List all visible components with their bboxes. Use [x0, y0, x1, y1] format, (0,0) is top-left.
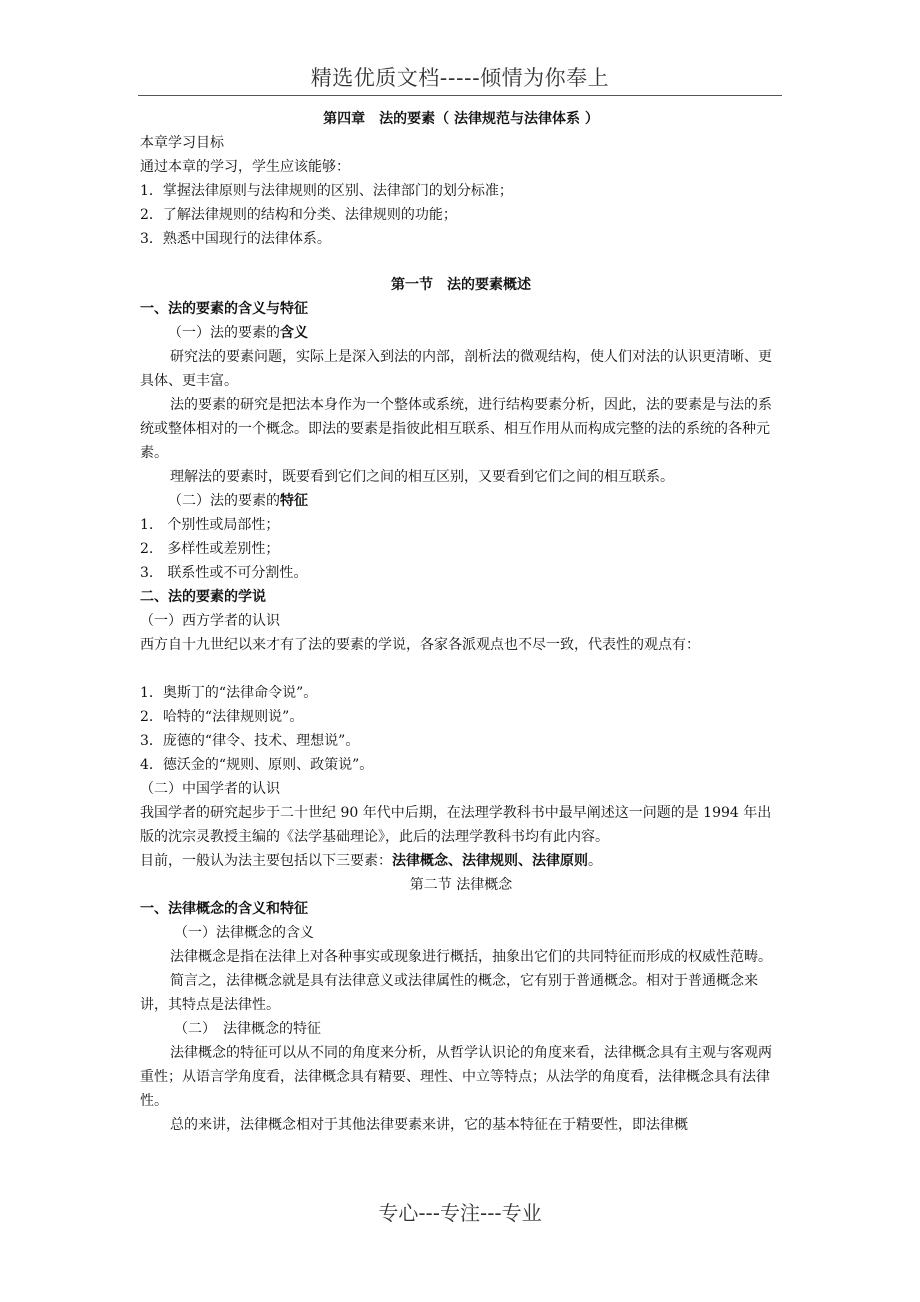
feature-item: 2. 多样性或差别性； [140, 541, 280, 557]
section-title: 第一节 法的要素概述 [391, 277, 531, 293]
objectives-intro: 通过本章的学习，学生应该能够： [140, 159, 350, 175]
paragraph: 研究法的要素问题，实际上是深入到法的内部，剖析法的微观结构，使人们对法的认识更清晰、更具体、更丰富。 [140, 349, 772, 389]
subsection-heading: （一）法律概念的含义 [174, 925, 314, 941]
paragraph: 目前，一般认为法主要包括以下三要素：法律概念、法律规则、法律原则。 [140, 853, 602, 869]
theory-item: 3．庞德的“律令、技术、理想说”。 [140, 733, 360, 749]
feature-item: 3. 联系性或不可分割性。 [140, 565, 308, 581]
spacer [140, 657, 782, 681]
theory-item: 1．奥斯丁的“法律命令说”。 [140, 685, 318, 701]
paragraph: 简言之，法律概念就是具有法律意义或法律属性的概念，它有别于普通概念。相对于普通概念来讲，其特点是法律性。 [140, 973, 758, 1013]
subsection-heading: （二） 法律概念的特征 [174, 1021, 321, 1037]
objective-item: 2．了解法律规则的结构和分类、法律规则的功能； [140, 207, 457, 223]
paragraph: 法的要素的研究是把法本身作为一个整体或系统，进行结构要素分析，因此，法的要素是与法的系统或整体相对的一个概念。即法的要素是指彼此相互联系、相互作用从而构成完整的法的系统的各种元素。 [140, 397, 772, 461]
part-heading: 一、法律概念的含义和特征 [140, 901, 308, 917]
paragraph: 西方自十九世纪以来才有了法的要素的学说，各家各派观点也不尽一致，代表性的观点有： [140, 637, 700, 653]
subsection-heading: （二）中国学者的认识 [140, 781, 280, 797]
subsection-heading: （一）法的要素的含义 [168, 325, 308, 341]
chapter-title: 第四章 法的要素（ 法律规范与法律体系 ） [323, 111, 599, 127]
objective-item: 1．掌握法律原则与法律规则的区别、法律部门的划分标准； [140, 183, 513, 199]
spacer [140, 251, 782, 273]
feature-item: 1. 个别性或局部性； [140, 517, 280, 533]
header-divider [138, 95, 782, 96]
objectives-heading: 本章学习目标 [140, 135, 224, 151]
paragraph: 我国学者的研究起步于二十世纪 90 年代中后期，在法理学教科书中最早阐述这一问题的是 1994 年出版的沈宗灵教授主编的《法学基础理论》，此后的法理学教科书均有此内容。 [140, 805, 772, 845]
document-body [140, 107, 782, 1137]
page-header: 精选优质文档-----倾情为你奉上 [310, 66, 610, 90]
subsection-heading: （一）西方学者的认识 [140, 613, 280, 629]
subsection-heading: （二）法的要素的特征 [168, 493, 308, 509]
objective-item: 3．熟悉中国现行的法律体系。 [140, 231, 331, 247]
part-heading: 一、法的要素的含义与特征 [140, 301, 308, 317]
theory-item: 4．德沃金的“规则、原则、政策说”。 [140, 757, 374, 773]
page-footer: 专心---专注---专业 [378, 1201, 542, 1225]
part-heading: 二、法的要素的学说 [140, 589, 266, 605]
theory-item: 2．哈特的“法律规则说”。 [140, 709, 304, 725]
paragraph: 法律概念的特征可以从不同的角度来分析，从哲学认识论的角度来看，法律概念具有主观与客观两重性；从语言学角度看，法律概念具有精要、理性、中立等特点；从法学的角度看，法律概念具有法律性。 [140, 1045, 772, 1109]
section-title: 第二节 法律概念 [409, 877, 513, 893]
paragraph: 法律概念是指在法律上对各种事实或现象进行概括，抽象出它们的共同特征而形成的权威性范畴。 [170, 949, 772, 965]
paragraph: 总的来讲，法律概念相对于其他法律要素来讲，它的基本特征在于精要性，即法律概 [170, 1117, 688, 1133]
paragraph: 理解法的要素时，既要看到它们之间的相互区别，又要看到它们之间的相互联系。 [170, 469, 674, 485]
